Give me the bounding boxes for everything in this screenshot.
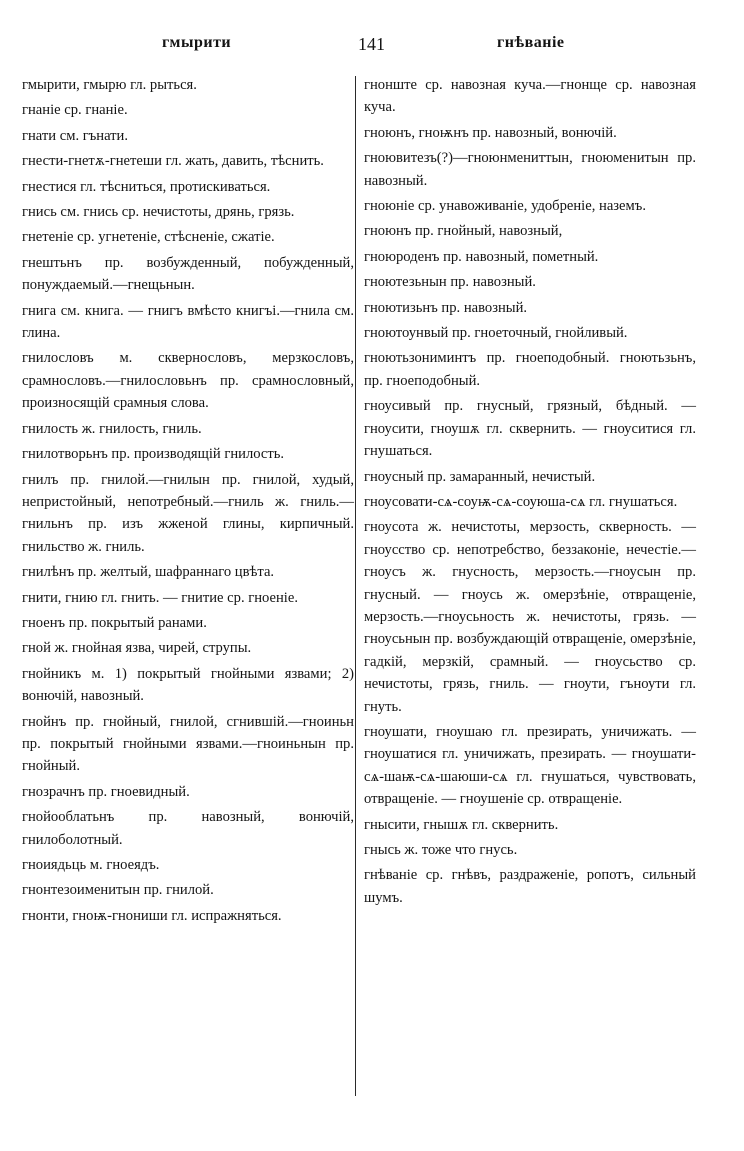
dictionary-entry: гнести-гнетѫ-гнетеши гл. жать, давить, тѣснить. xyxy=(22,153,324,170)
dictionary-entry: гнити, гнию гл. гнить. — гнитие ср. гноеніе. xyxy=(22,589,298,606)
header-right-word: гнѣваніе xyxy=(497,34,565,51)
dictionary-entry: гнилословъ м. сквернословъ, мерзкословъ, срамнословъ.—гнилословьнъ пр. срамнословный, произносящій срамныя слова. xyxy=(22,350,354,412)
dictionary-entry: гноюроденъ пр. навозный, пометный. xyxy=(364,248,599,265)
dictionary-entry: гноютоунвый пр. гноеточный, гнойливый. xyxy=(364,325,628,342)
dictionary-entry: гноусота ж. нечистоты, мерзость, скверность. — гноусство ср. непотребство, беззаконіе, нечестіе.—гноусъ ж. гнусность, мерзость.—гноусын пр. гнусный. — гноусь ж. омерзѣніе, отвращеніе, мерзость.—гноусьность ж. нечистоты, грязь. — гноусьнын пр. возбуждающій отвращеніе, омерзѣніе, гадкій, мерзкій, срамный. — гноусьство ср. нечистоты, грязь, гниль. — гноути, гъноути гл. гнуть. xyxy=(364,519,696,715)
dictionary-entry: гноушати, гноушаю гл. презирать, уничижать. — гноушатися гл. уничижать, презирать. — гноушати-сѧ-шаѭ-сѧ-шаюши-сѧ гл. гнушаться, чувствовать, отвращеніе. — гноушеніе ср. отвращеніе. xyxy=(364,723,696,808)
dictionary-entry: гноюнъ, гноѭнъ пр. навозный, вонючій. xyxy=(364,124,617,141)
dictionary-entry: гноюнъ пр. гнойный, навозный, xyxy=(364,223,563,240)
dictionary-entry: гноютьзониминтъ пр. гноеподобный. гноютьзьнъ, пр. гноеподобный. xyxy=(364,350,696,389)
dictionary-entry: гнонтезоименитын пр. гнилой. xyxy=(22,882,214,899)
dictionary-entry: гноусовати-сѧ-соуѭ-сѧ-соуюша-сѧ гл. гнушаться. xyxy=(364,493,678,510)
dictionary-entry: гнойооблатьнъ пр. навозный, вонючій, гнилоболотный. xyxy=(22,809,354,848)
dictionary-entry: гноювитезъ(?)—гноюнмениттын, гноюменитын пр. навозный. xyxy=(364,150,696,189)
dictionary-entry: гноусный пр. замаранный, нечистый. xyxy=(364,468,596,485)
dictionary-entry: гноиядьць м. гноеядъ. xyxy=(22,857,160,873)
dictionary-entry: гнилость ж. гнилость, гниль. xyxy=(22,420,202,437)
dictionary-entry: гнойнъ пр. гнойный, гнилой, сгнившій.—гноиньн пр. покрытый гнойными язвами.—гноиньнын пр. гнойный. xyxy=(22,713,354,775)
dictionary-entry: гнонти, гноѭ-гнониши гл. испражняться. xyxy=(22,907,282,924)
dictionary-entry: гнысити, гнышѫ гл. сквернить. xyxy=(364,816,559,833)
dictionary-entry: гмырити, гмырю гл. рыться. xyxy=(22,77,197,93)
dictionary-entry: гноютизьнъ пр. навозный. xyxy=(364,299,528,316)
dictionary-entry: гноусивый пр. гнусный, грязный, бѣдный. — гноусити, гноушѫ гл. сквернить. — гноуситися гл. гнушаться. xyxy=(364,398,696,460)
column-divider xyxy=(355,76,356,1096)
left-column xyxy=(22,74,354,930)
dictionary-entry: гнонште ср. навозная куча.—гнонще ср. навозная куча. xyxy=(364,77,696,116)
page-number: 141 xyxy=(358,34,385,54)
dictionary-entry: гноенъ пр. покрытый ранами. xyxy=(22,614,207,631)
dictionary-entry: гнига см. книга. — гнигъ вмѣсто книгъі.—гнила см. глина. xyxy=(22,302,354,342)
dictionary-entry: гнойникъ м. 1) покрытый гнойными язвами; 2) вонючій, навозный. xyxy=(22,665,354,705)
dictionary-entry: гной ж. гнойная язва, чирей, струпы. xyxy=(22,640,252,657)
dictionary-entry: гнестися гл. тѣсниться, протискиваться. xyxy=(22,178,271,195)
dictionary-entry: гноюніе ср. унавоживаніе, удобреніе, наземъ. xyxy=(364,198,646,215)
dictionary-entry: гнаніе ср. гнаніе. xyxy=(22,102,128,119)
header-left-word: гмырити xyxy=(162,34,232,51)
dictionary-entry: гнештьнъ пр. возбужденный, побужденный, понуждаемый.—гнещьнын. xyxy=(22,254,354,294)
dictionary-entry: гнилѣнъ пр. желтый, шафраннаго цвѣта. xyxy=(22,564,275,581)
dictionary-entry: гноютезьнын пр. навозный. xyxy=(364,274,536,291)
dictionary-entry: гнетеніе ср. угнетеніе, стѣсненіе, сжатіе. xyxy=(22,229,275,246)
dictionary-entry: гнати см. гънати. xyxy=(22,127,129,144)
dictionary-entry: гнозрачнъ пр. гноевидный. xyxy=(22,783,190,800)
right-column xyxy=(364,74,696,912)
dictionary-entry: гнѣваніе ср. гнѣвъ, раздраженіе, ропотъ, сильный шумъ. xyxy=(364,867,696,906)
dictionary-entry: гнилотворьнъ пр. производящій гнилость. xyxy=(22,446,285,463)
dictionary-entry: гнысь ж. тоже что гнусь. xyxy=(364,842,518,858)
dictionary-entry: гнись см. гнись ср. нечистоты, дрянь, грязь. xyxy=(22,204,295,221)
running-head xyxy=(22,34,722,58)
dictionary-entry: гнилъ пр. гнилой.—гнилын пр. гнилой, худый, непристойный, непотребный.—гниль ж. гниль.—гнильнъ пр. изъ жженой глины, кирпичный. гнильство ж. гниль. xyxy=(22,471,354,555)
